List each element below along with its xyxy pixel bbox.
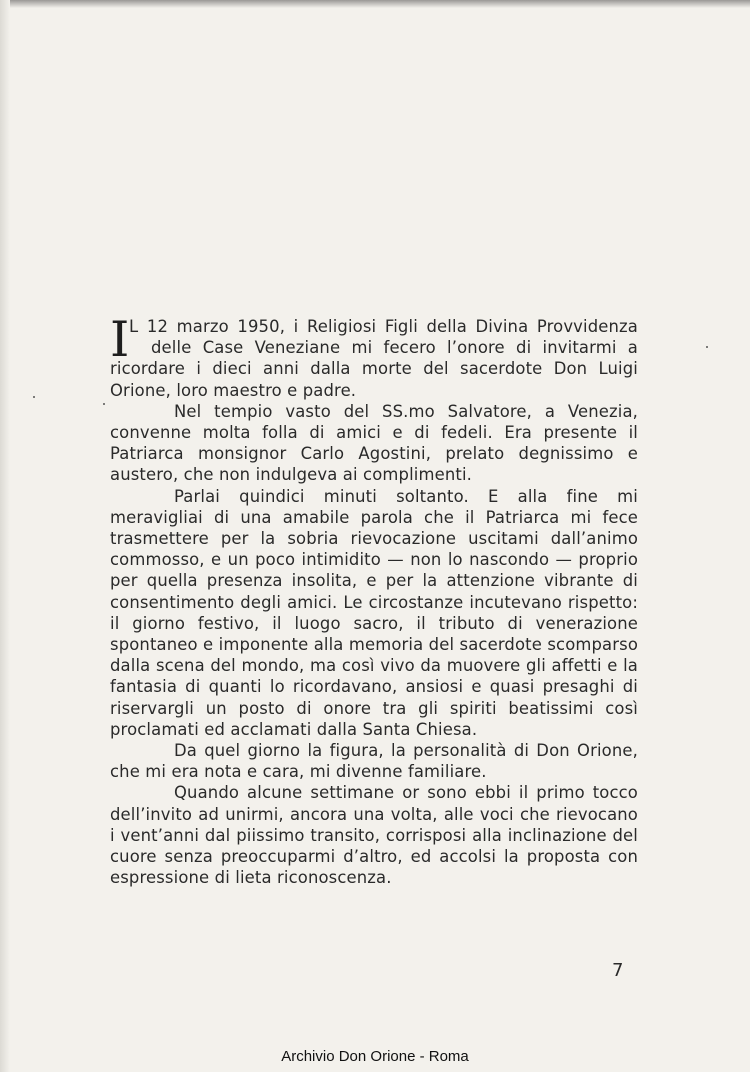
opening-line-1: L 12 marzo 1950, i Religiosi Figli della Divina Provvidenza — [129, 317, 638, 336]
body-text — [110, 311, 638, 888]
page-top-edge — [0, 0, 750, 8]
page-gutter-shade — [0, 0, 10, 1072]
page-number: 7 — [612, 960, 624, 981]
paragraph-invito: Quando alcune settimane or sono ebbi il primo tocco dell’invito ad unirmi, ancora una volta, alle voci che rievocano i vent’anni dal piissimo transito, corrisposi alla inclinazione del cuore senza preoccuparmi d’altro, ed accolsi la proposta con espressione di lieta riconoscenza. — [110, 783, 638, 888]
opening-rest: ricordare i dieci anni dalla morte del sacerdote Don Luigi Orione, loro maestro e padre. — [110, 359, 638, 400]
opening-line-2: delle Case Veneziane mi fecero l’onore di invitarmi a — [151, 338, 638, 358]
paragraph-parlai: Parlai quindici minuti soltanto. E alla fine mi meravigliai di una amabile parola che il Patriarca mi fece trasmettere per la sobria rievocazione uscitami dall’animo commosso, e un poco intimidito — non lo nascondo — proprio per quella presenza insolita, e per la attenzione vibrante di consentimento degli amici. Le circostanze incutevano rispetto: il giorno festivo, il luogo sacro, il tributo di venerazione spontaneo e imponente alla memoria del sacerdote scomparso dalla scena del mondo, ma così vivo da muovere gli affetti e la fantasia di quanti lo ricordavano, ansiosi e quasi presaghi di riservargli un posto di onore tra gli spiriti beatissimi così proclamati ed acclamati dalla Santa Chiesa. — [110, 486, 638, 739]
opening-paragraph — [110, 311, 638, 401]
paragraph-tempio: Nel tempio vasto del SS.mo Salvatore, a Venezia, convenne molta folla di amici e di fedeli. Era presente il Patriarca monsignor Carlo Agostini, prelato degnissimo e austero, che non indulgeva ai complimenti. — [110, 401, 638, 485]
paragraph-figura: Da quel giorno la figura, la personalità di Don Orione, che mi era nota e cara, mi divenne familiare. — [110, 741, 638, 782]
paper-speck — [706, 346, 708, 348]
archive-footer: Archivio Don Orione - Roma — [281, 1048, 469, 1065]
paper-speck — [103, 403, 105, 405]
paper-speck — [33, 396, 35, 398]
drop-cap: I — [110, 311, 130, 368]
